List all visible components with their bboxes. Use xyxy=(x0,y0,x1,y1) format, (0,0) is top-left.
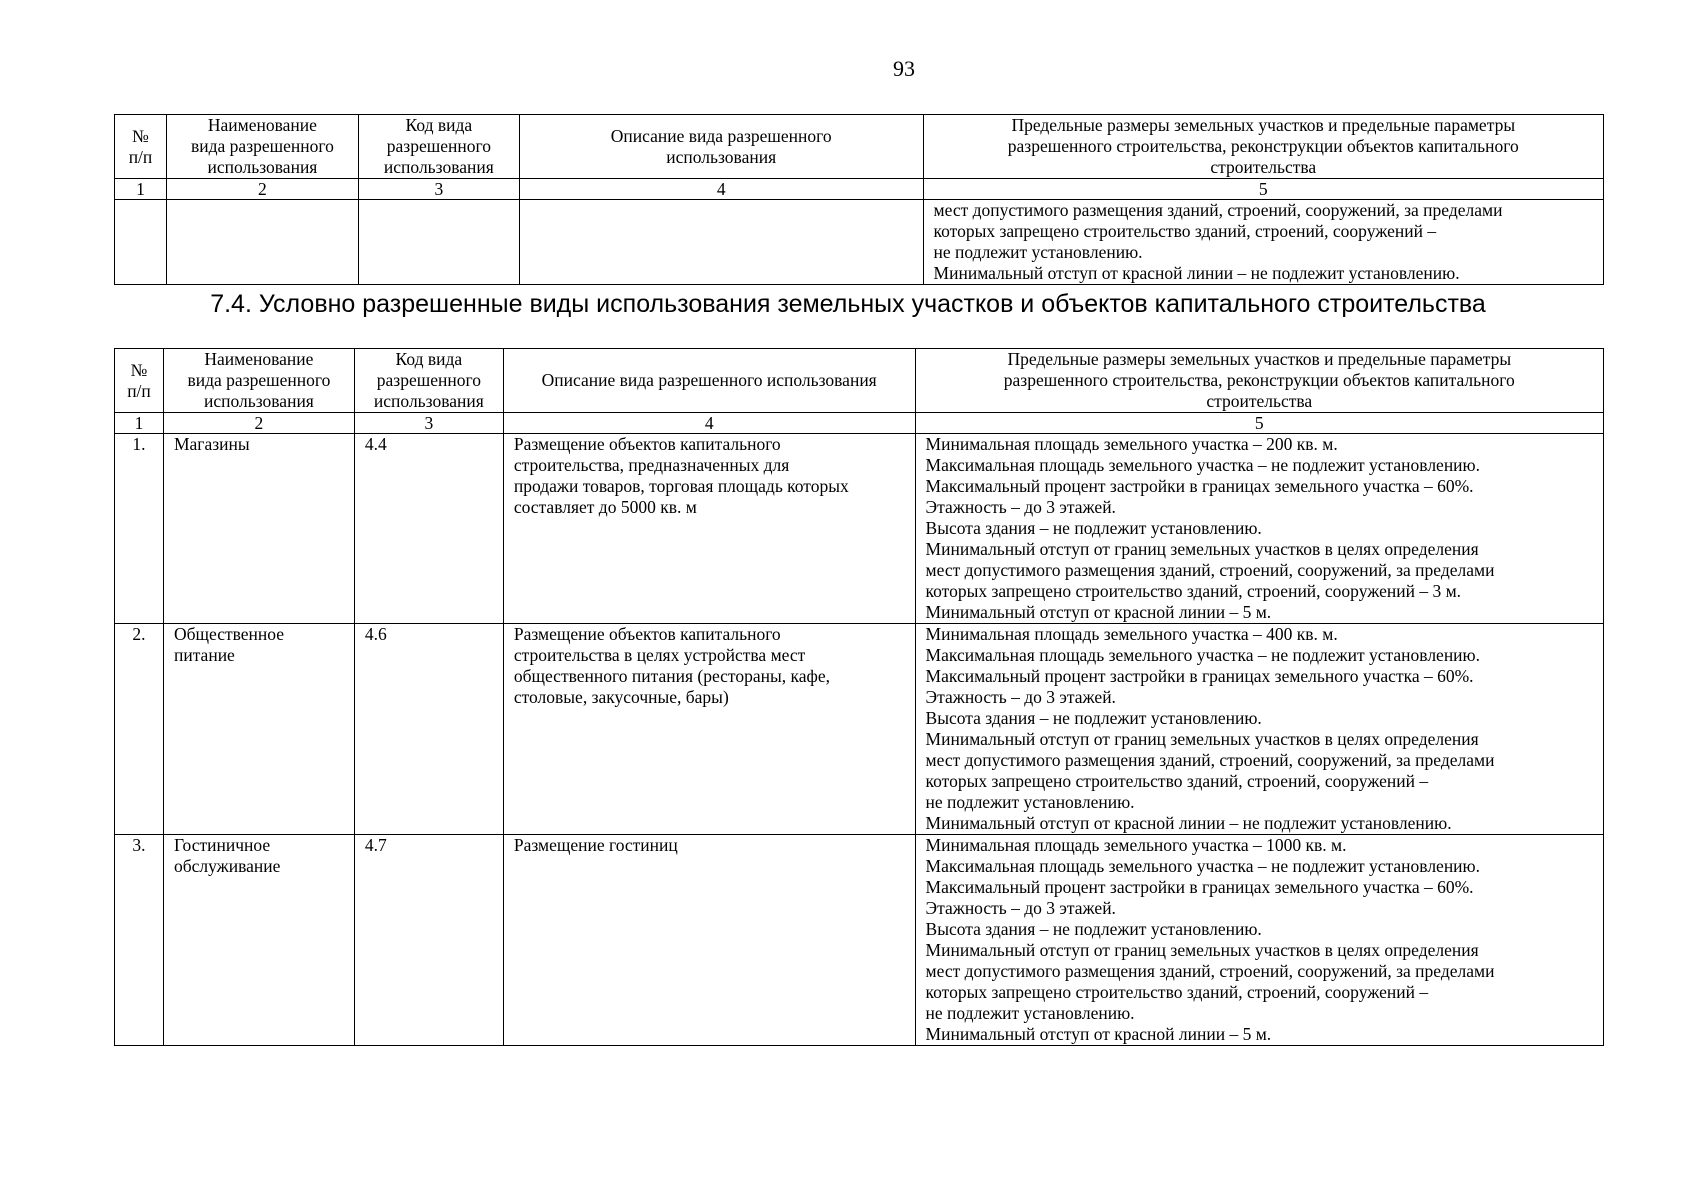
usage-description: Размещение объектов капитального строительства в целях устройства мест общественного питания (рестораны, кафе, столовые, закусочные, бары) xyxy=(503,624,915,835)
column-number: 5 xyxy=(915,413,1603,434)
column-number: 4 xyxy=(519,179,923,200)
column-number: 2 xyxy=(163,413,354,434)
usage-parameters: Минимальная площадь земельного участка – 400 кв. м. Максимальная площадь земельного участка – не подлежит установлению. Максимальный процент застройки в границах земельного участка – 60%. Этажность – до 3 этажей. Высота здания – не подлежит установлению. Минимальный отступ от границ земельных участков в целях определения мест допустимого размещения зданий, строений, сооружений, за пределами которых запрещено строительство зданий, строений, сооружений – не подлежит установлению. Минимальный отступ от красной линии – не подлежит установлению. xyxy=(915,624,1603,835)
column-numbers-row xyxy=(115,413,1604,434)
usage-code: 4.4 xyxy=(354,434,503,624)
row-number: 3. xyxy=(115,835,164,1046)
usage-parameters: Минимальная площадь земельного участка – 1000 кв. м. Максимальная площадь земельного участка – не подлежит установлению. Максимальный процент застройки в границах земельного участка – 60%. Этажность – до 3 этажей. Высота здания – не подлежит установлению. Минимальный отступ от границ земельных участков в целях определения мест допустимого размещения зданий, строений, сооружений, за пределами которых запрещено строительство зданий, строений, сооружений – не подлежит установлению. Минимальный отступ от красной линии – 5 м. xyxy=(915,835,1603,1046)
column-number: 2 xyxy=(166,179,358,200)
column-number: 1 xyxy=(115,413,164,434)
empty-cell xyxy=(519,200,923,285)
usage-description: Размещение объектов капитального строительства, предназначенных для продажи товаров, торговая площадь которых составляет до 5000 кв. м xyxy=(503,434,915,624)
header-usage-name: Наименование вида разрешенного использования xyxy=(163,349,354,413)
page-number: 93 xyxy=(893,56,915,81)
header-usage-description: Описание вида разрешенного использования xyxy=(519,115,923,179)
table-row xyxy=(115,434,1604,624)
header-parameters: Предельные размеры земельных участков и предельные параметры разрешенного строительства, реконструкции объектов капитального строительства xyxy=(915,349,1603,413)
header-number: № п/п xyxy=(115,349,164,413)
usage-code: 4.7 xyxy=(354,835,503,1046)
conditional-uses-table xyxy=(114,348,1604,1046)
usage-parameters: Минимальная площадь земельного участка – 200 кв. м. Максимальная площадь земельного участка – не подлежит установлению. Максимальный процент застройки в границах земельного участка – 60%. Этажность – до 3 этажей. Высота здания – не подлежит установлению. Минимальный отступ от границ земельных участков в целях определения мест допустимого размещения зданий, строений, сооружений, за пределами которых запрещено строительство зданий, строений, сооружений – 3 м. Минимальный отступ от красной линии – 5 м. xyxy=(915,434,1603,624)
header-parameters: Предельные размеры земельных участков и предельные параметры разрешенного строительства, реконструкции объектов капитального строительства xyxy=(923,115,1603,179)
row-number: 1. xyxy=(115,434,164,624)
usage-name: Гостиничное обслуживание xyxy=(163,835,354,1046)
header-usage-code: Код вида разрешенного использования xyxy=(358,115,519,179)
header-usage-code: Код вида разрешенного использования xyxy=(354,349,503,413)
usage-name: Магазины xyxy=(163,434,354,624)
table-header-row xyxy=(115,349,1604,413)
column-number: 5 xyxy=(923,179,1603,200)
header-usage-description: Описание вида разрешенного использования xyxy=(503,349,915,413)
table-row xyxy=(115,200,1604,285)
section-title: 7.4. Условно разрешенные виды использования земельных участков и объектов капитального строительства xyxy=(210,290,1486,318)
empty-cell xyxy=(115,200,167,285)
header-usage-name: Наименование вида разрешенного использования xyxy=(166,115,358,179)
column-number: 1 xyxy=(115,179,167,200)
column-number: 3 xyxy=(358,179,519,200)
continuation-table xyxy=(114,114,1604,285)
table-header-row xyxy=(115,115,1604,179)
empty-cell xyxy=(166,200,358,285)
column-number: 3 xyxy=(354,413,503,434)
table-row xyxy=(115,835,1604,1046)
usage-description: Размещение гостиниц xyxy=(503,835,915,1046)
header-number: № п/п xyxy=(115,115,167,179)
continuation-params: мест допустимого размещения зданий, строений, сооружений, за пределами которых запрещено строительство зданий, строений, сооружений – не подлежит установлению. Минимальный отступ от красной линии – не подлежит установлению. xyxy=(923,200,1603,285)
empty-cell xyxy=(358,200,519,285)
column-numbers-row xyxy=(115,179,1604,200)
column-number: 4 xyxy=(503,413,915,434)
usage-name: Общественное питание xyxy=(163,624,354,835)
usage-code: 4.6 xyxy=(354,624,503,835)
row-number: 2. xyxy=(115,624,164,835)
table-row xyxy=(115,624,1604,835)
